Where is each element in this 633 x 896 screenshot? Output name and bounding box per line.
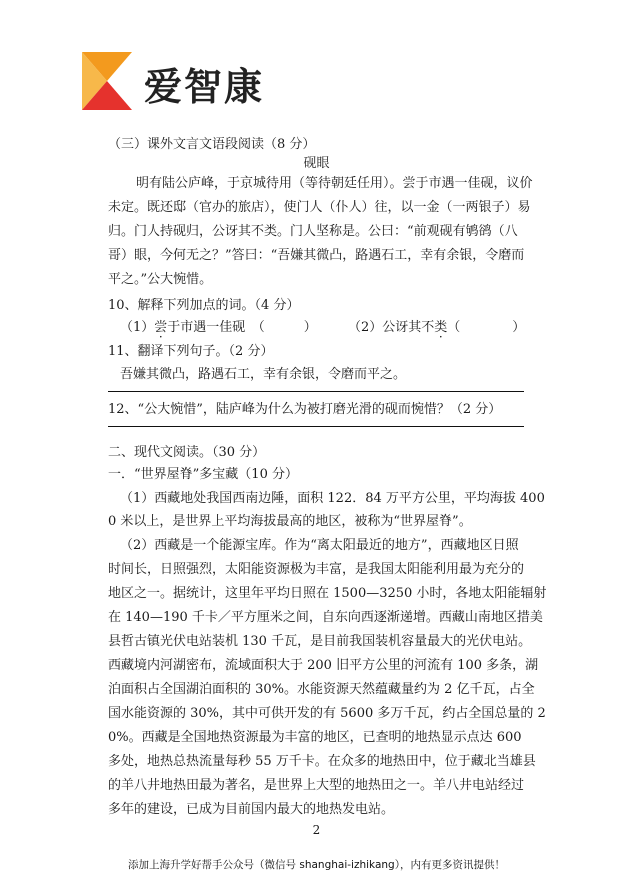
q11-stem: 11、翻译下列句子。（2 分） [108, 344, 274, 359]
q11-sentence: 吾嫌其微凸，路遇石工，幸有余银，令磨而平之。 [120, 367, 407, 382]
part2-heading: 二、现代文阅读。（30 分） [108, 445, 266, 460]
article-line: 0%。西藏是全国地热资源最为丰富的地区，已查明的地热显示点达 600 [108, 730, 522, 745]
passage-line: 未定。既还邸（官办的旅店），使门人（仆人）往，以一金（一两银子）易 [108, 200, 531, 215]
passage-line: 哥）眼，今何无之？”答曰：“吾嫌其微凸，路遇石工，幸有余银，令磨而 [108, 248, 525, 263]
article-line: 的羊八井地热田最为著名，是世界上大型的地热田之一。羊八井电站经过 [108, 778, 525, 793]
q10-stem: 10、解释下列加点的词。（4 分） [108, 298, 300, 313]
passage-line: 明有陆公庐峰，于京城待用（等待朝廷任用）。尝于市遇一佳砚，议价 [136, 176, 533, 191]
article-line: 地区之一。据统计，这里年平均日照在 1500—3250 小时，各地太阳能辐射 [108, 586, 547, 601]
answer-line [108, 391, 524, 392]
passage-line: 归。门人持砚归，公讶其不类。门人坚称是。公曰：“前观砚有鸲鹆（八 [108, 224, 518, 239]
page-number: 2 [312, 823, 321, 837]
passage-title: 砚眼 [303, 156, 330, 171]
logo-mark-icon [82, 52, 132, 110]
footer-note: 添加上海升学好帮手公众号（微信号 shanghai-izhikang），内有更多资讯提供！ [128, 859, 505, 871]
q10-item-2: （2）公讶其不类（ ） [348, 320, 526, 335]
article-line: 时间长，日照强烈，太阳能资源极为丰富，是我国太阳能利用最为充分的 [108, 562, 525, 577]
q10-item-1: （1）尝于市遇一佳砚 （ ） [120, 320, 317, 335]
q12-stem: 12、“公大惋惜”，陆庐峰为什么为被打磨光滑的砚而惋惜？（2 分） [108, 402, 502, 417]
article-line: （1）西藏地处我国西南边陲，面积 122．84 万平方公里，平均海拔 400 [120, 491, 545, 506]
article-line: 多处，地热总热流量每秒 55 万千卡。在众多的地热田中，位于藏北当雄县 [108, 754, 536, 769]
article-line: 多年的建设，已成为目前国内最大的地热发电站。 [108, 802, 395, 817]
brand-name: 爱智康 [144, 65, 265, 109]
part2-subheading: 一．“世界屋脊”多宝藏（10 分） [108, 467, 298, 482]
answer-line [108, 426, 524, 427]
article-line: 国水能资源的 30%，其中可供开发的有 5600 多万千瓦，约占全国总量的 2 [108, 706, 546, 721]
article-line: 在 140—190 千卡／平方厘米之间，自东向西逐渐递增。西藏山南地区措美 [108, 610, 543, 625]
article-line: 县哲古镇光伏电站装机 130 千瓦，是目前我国装机容量最大的光伏电站。 [108, 634, 532, 649]
article-line: 西藏境内河湖密布，流域面积大于 200 旧平方公里的河流有 100 多条，湖 [108, 658, 539, 673]
article-line: 0 米以上，是世界上平均海拔最高的地区，被称为“世界屋脊”。 [108, 514, 472, 529]
article-line: 泊面积占全国湖泊面积的 30%。水能资源天然蕴藏量约为 2 亿千瓦，占全 [108, 682, 535, 697]
article-line: （2）西藏是一个能源宝库。作为“离太阳最近的地方”，西藏地区日照 [120, 538, 519, 553]
passage-line: 平之。”公大惋惜。 [108, 272, 213, 287]
section3-heading: （三）课外文言文语段阅读（8 分） [108, 137, 316, 152]
brand-logo [82, 52, 302, 112]
